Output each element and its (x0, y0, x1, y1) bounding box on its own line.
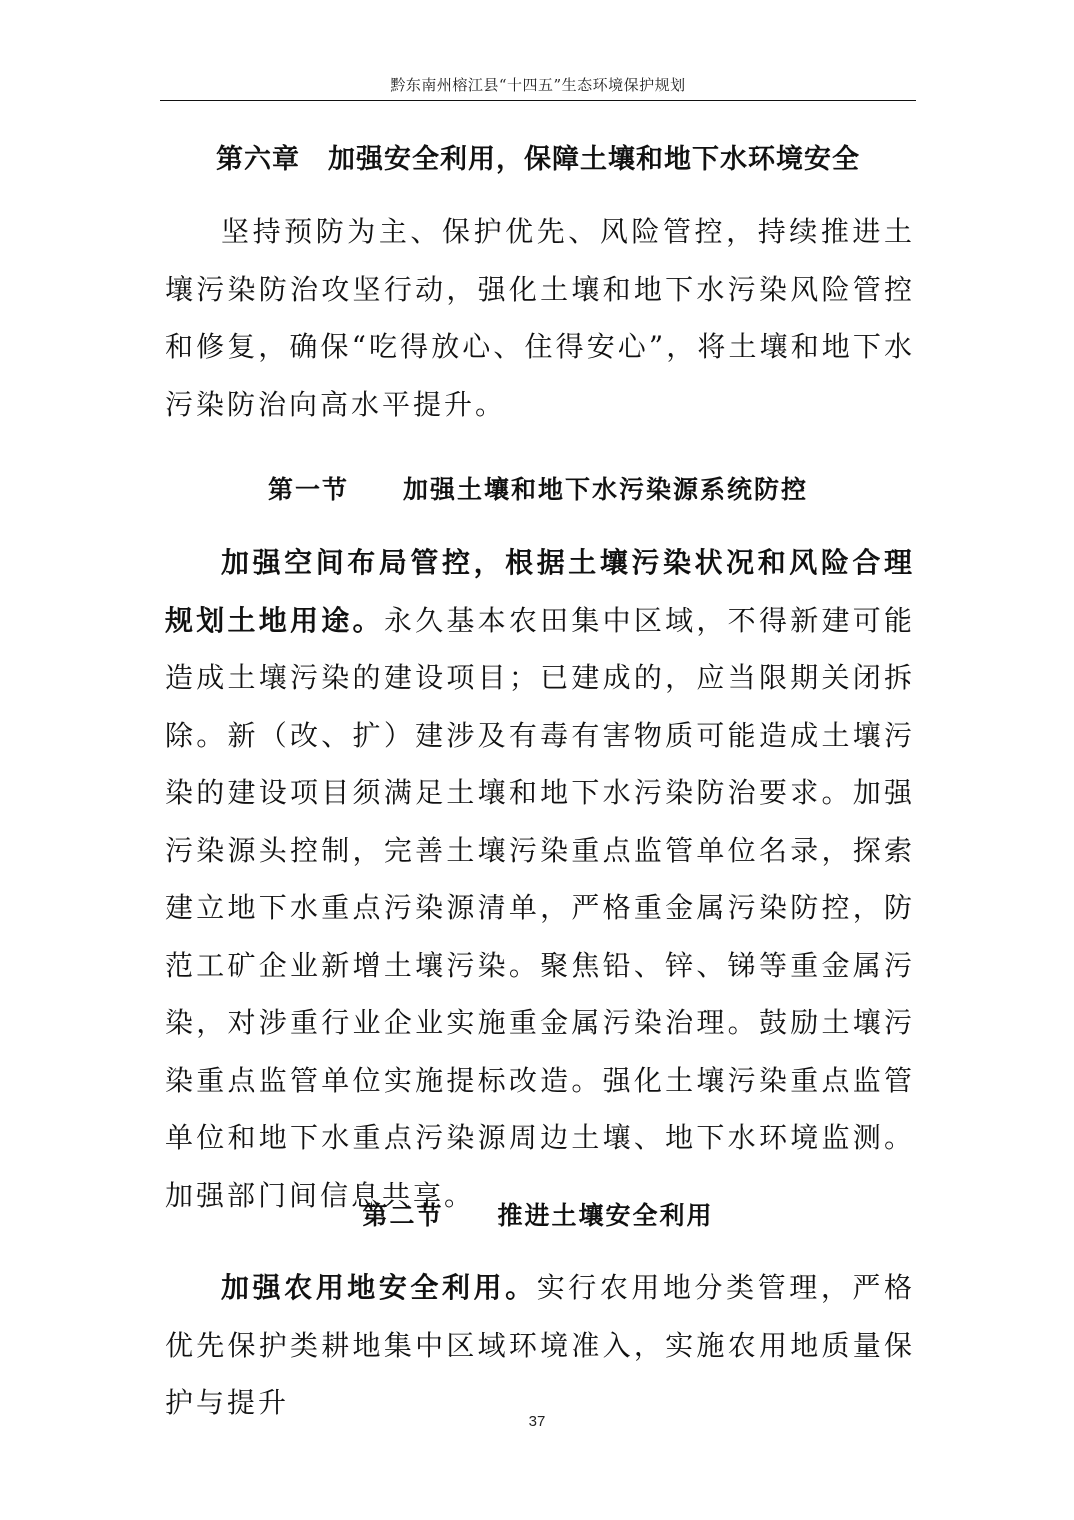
running-header: 黔东南州榕江县“十四五”生态环境保护规划 (390, 76, 686, 94)
section-title-1: 第一节 加强土壤和地下水污染源系统防控 (267, 475, 808, 504)
section-2-paragraph (165, 1259, 915, 1432)
chapter-title: 第六章 加强安全利用，保障土壤和地下水环境安全 (216, 144, 860, 175)
header-rule (160, 100, 916, 101)
section-1-lead: 加强空间布局管控，根据土壤污染状况和风险合理规划土地用途。 (165, 546, 915, 637)
section-2-lead: 加强农用地安全利用。 (221, 1271, 537, 1304)
page-number: 37 (528, 1413, 546, 1430)
chapter-intro-paragraph: 坚持预防为主、保护优先、风险管控，持续推进土壤污染防治攻坚行动，强化土壤和地下水污染风险管控和修复，确保“吃得放心、住得安心”，将土壤和地下水污染防治向高水平提升。 (165, 215, 915, 421)
section-title-2: 第二节 推进土壤安全利用 (362, 1201, 714, 1230)
section-1-body: 永久基本农田集中区域，不得新建可能造成土壤污染的建设项目；已建成的，应当限期关闭拆除。新（改、扩）建涉及有毒有害物质可能造成土壤污染的建设项目须满足土壤和地下水污染防治要求。加强污染源头控制，完善土壤污染重点监管单位名录，探索建立地下水重点污染源清单，严格重金属污染防控，防范工矿企业新增土壤污染。聚焦铅、锌、锑等重金属污染，对涉重行业企业实施重金属污染治理。鼓励土壤污染重点监管单位实施提标改造。强化土壤污染重点监管单位和地下水重点污染源周边土壤、地下水环境监测。加强部门间信息共享。 (165, 603, 915, 1212)
section-2-body: 实行农用地分类管理，严格优先保护类耕地集中区域环境准入，实施农用地质量保护与提升 (165, 1271, 915, 1419)
section-1-paragraph (165, 534, 915, 1224)
